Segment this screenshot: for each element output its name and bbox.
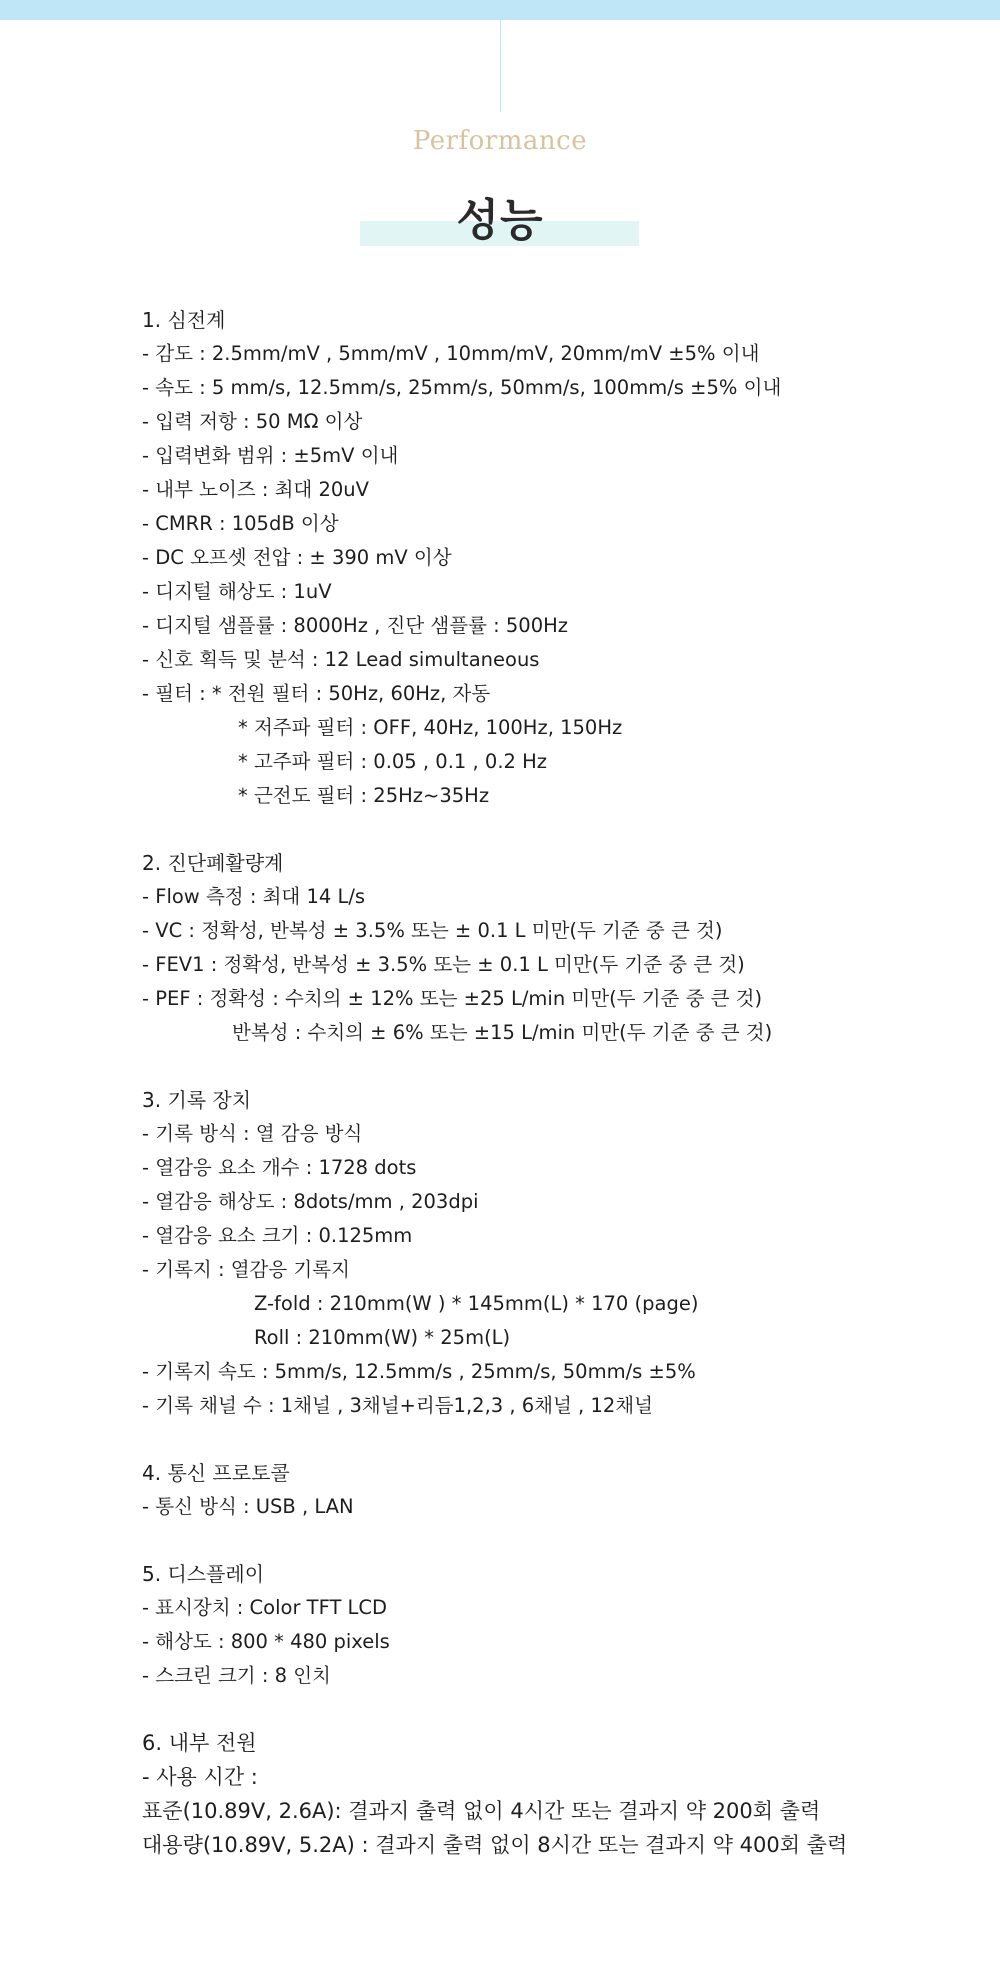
spec-line: - 디지털 해상도 : 1uV (142, 580, 332, 603)
spec-line: - 열감응 해상도 : 8dots/mm , 203dpi (142, 1190, 479, 1213)
spec-line: - 필터 : * 전원 필터 : 50Hz, 60Hz, 자동 (142, 682, 491, 705)
spec-line: - 속도 : 5 mm/s, 12.5mm/s, 25mm/s, 50mm/s, 100mm/s ±5% 이내 (142, 376, 782, 399)
section-display (142, 1557, 962, 1693)
spec-line: 대용량(10.89V, 5.2A) : 결과지 출력 없이 8시간 또는 결과지 약 400회 출력 (142, 1833, 848, 1857)
spec-line: - 내부 노이즈 : 최대 20uV (142, 478, 369, 501)
spec-line: - PEF : 정확성 : 수치의 ± 12% 또는 ±25 L/min 미만(두 기준 중 큰 것) (142, 987, 763, 1010)
spec-line: - 기록지 : 열감응 기록지 (142, 1258, 350, 1281)
section-spirometer (142, 846, 962, 1050)
spec-line: - VC : 정확성, 반복성 ± 3.5% 또는 ± 0.1 L 미만(두 기준 중 큰 것) (142, 919, 723, 942)
spec-line: - 열감응 요소 크기 : 0.125mm (142, 1224, 413, 1247)
section-recorder (142, 1083, 962, 1423)
paper-spec-line: Z-fold : 210mm(W ) * 145mm(L) * 170 (page) (254, 1292, 699, 1315)
spec-line: - 기록 채널 수 : 1채널 , 3채널+리듬1,2,3 , 6채널 , 12채널 (142, 1394, 653, 1417)
spec-line: - 표시장치 : Color TFT LCD (142, 1596, 388, 1619)
section-heading: 4. 통신 프로토콜 (142, 1461, 290, 1485)
section-heading: 3. 기록 장치 (142, 1088, 252, 1112)
spec-line: - 입력변화 범위 : ±5mV 이내 (142, 444, 399, 467)
page-title: 성능 (456, 195, 544, 246)
spec-line: - 열감응 요소 개수 : 1728 dots (142, 1156, 417, 1179)
spec-content (142, 303, 962, 1895)
paper-spec-line: Roll : 210mm(W) * 25m(L) (254, 1326, 511, 1349)
top-accent-bar (0, 0, 1000, 20)
spec-line: - 신호 획득 및 분석 : 12 Lead simultaneous (142, 648, 540, 671)
filter-line: * 저주파 필터 : OFF, 40Hz, 100Hz, 150Hz (238, 716, 623, 739)
section-ecg (142, 303, 962, 813)
spec-line: - DC 오프셋 전압 : ± 390 mV 이상 (142, 546, 452, 569)
spec-line: - 감도 : 2.5mm/mV , 5mm/mV , 10mm/mV, 20mm/mV ±5% 이내 (142, 342, 760, 365)
spec-line: 표준(10.89V, 2.6A): 결과지 출력 없이 4시간 또는 결과지 약 200회 출력 (142, 1799, 821, 1823)
filter-line: * 고주파 필터 : 0.05 , 0.1 , 0.2 Hz (238, 750, 548, 773)
spec-line: - 기록지 속도 : 5mm/s, 12.5mm/s , 25mm/s, 50mm/s ±5% (142, 1360, 696, 1383)
section-heading: 1. 심전계 (142, 308, 226, 332)
section-heading: 5. 디스플레이 (142, 1562, 265, 1586)
section-communication (142, 1456, 962, 1524)
section-heading: 2. 진단폐활량계 (142, 851, 284, 875)
spec-line: - 디지털 샘플률 : 8000Hz , 진단 샘플률 : 500Hz (142, 614, 569, 637)
spec-line: - Flow 측정 : 최대 14 L/s (142, 885, 366, 908)
spec-line-continuation: 반복성 : 수치의 ± 6% 또는 ±15 L/min 미만(두 기준 중 큰 것) (232, 1021, 773, 1044)
section-power (142, 1726, 962, 1862)
spec-line: - 스크린 크기 : 8 인치 (142, 1664, 331, 1687)
top-vertical-line (500, 20, 501, 112)
filter-line: * 근전도 필터 : 25Hz~35Hz (238, 784, 490, 807)
spec-line: - 기록 방식 : 열 감응 방식 (142, 1122, 363, 1145)
section-eyebrow: Performance (412, 126, 588, 156)
spec-line: - CMRR : 105dB 이상 (142, 512, 339, 535)
spec-line: - 입력 저항 : 50 MΩ 이상 (142, 410, 363, 433)
spec-line: - 사용 시간 : (142, 1765, 258, 1789)
spec-line: - 해상도 : 800 * 480 pixels (142, 1630, 390, 1653)
spec-line: - FEV1 : 정확성, 반복성 ± 3.5% 또는 ± 0.1 L 미만(두 기준 중 큰 것) (142, 953, 745, 976)
section-heading: 6. 내부 전원 (142, 1731, 257, 1755)
spec-line: - 통신 방식 : USB , LAN (142, 1495, 354, 1518)
